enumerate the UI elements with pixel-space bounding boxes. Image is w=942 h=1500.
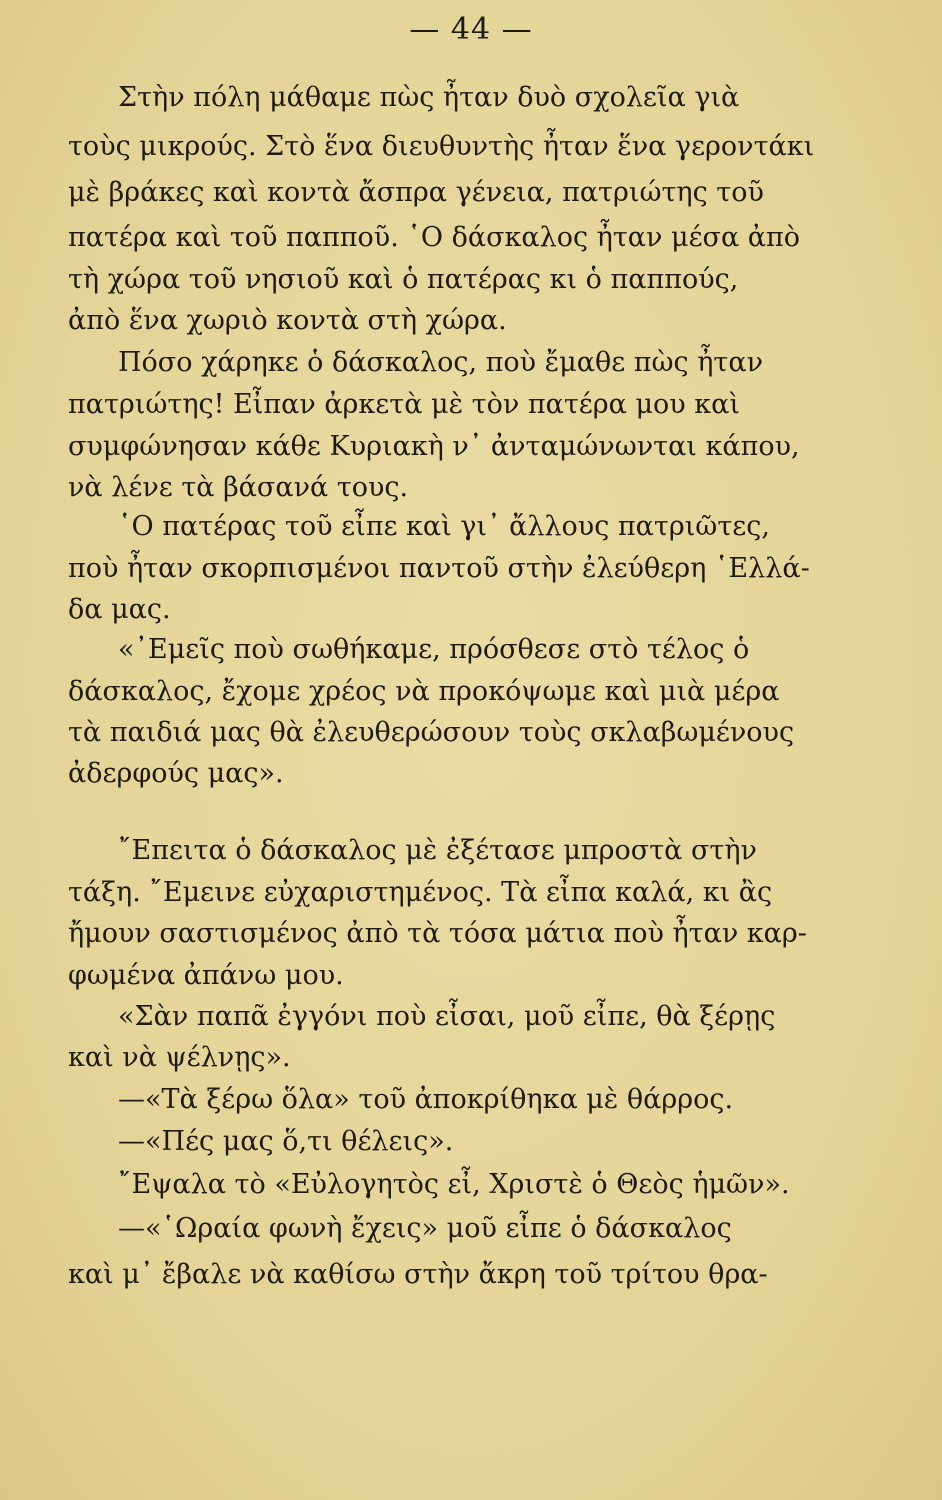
text-line: τὴ χώρα τοῦ νησιοῦ καὶ ὁ πατέρας κι ὁ παππούς, [68,264,739,295]
text-line: ἀδερφούς μας». [68,758,284,789]
text-line: ἀπὸ ἕνα χωριὸ κοντὰ στὴ χώρα. [68,305,507,336]
text-line: συμφώνησαν κάθε Κυριακὴ ν᾿ ἀνταμώνωνται κάπου, [68,431,800,462]
text-line: Στὴν πόλη μάθαμε πὼς ἦταν δυὸ σχολεῖα γιὰ [118,82,740,113]
text-line: «᾿Εμεῖς ποὺ σωθήκαμε, πρόσθεσε στὸ τέλος ὁ [118,634,750,665]
text-line: πατριώτης! Εἶπαν ἀρκετὰ μὲ τὸν πατέρα μου καὶ [68,389,740,420]
text-line: —«Τὰ ξέρω ὅλα» τοῦ ἀποκρίθηκα μὲ θάρρος. [118,1084,734,1115]
text-line: —«῾Ωραία φωνὴ ἔχεις» μοῦ εἶπε ὁ δάσκαλος [118,1213,732,1244]
text-line: Πόσο χάρηκε ὁ δάσκαλος, ποὺ ἔμαθε πὼς ἦταν [118,347,763,378]
text-line: δα μας. [68,594,171,625]
text-line: καὶ μ᾿ ἔβαλε νὰ καθίσω στὴν ἄκρη τοῦ τρίτου θρα- [68,1259,768,1290]
text-line: πατέρα καὶ τοῦ παπποῦ. ῾Ο δάσκαλος ἦταν μέσα ἀπὸ [68,222,801,253]
text-line: τάξη. ῎Εμεινε εὐχαριστημένος. Τὰ εἶπα καλά, κι ἂς [68,877,773,908]
page-number: — 44 — [409,12,533,47]
text-line: καὶ νὰ ψέλνῃς». [68,1042,291,1073]
text-line: φωμένα ἀπάνω μου. [68,960,344,991]
text-line: —«Πές μας ὅ,τι θέλεις». [118,1126,454,1157]
text-line: ῾Ο πατέρας τοῦ εἶπε καὶ γι᾿ ἄλλους πατριῶτες, [118,511,770,542]
text-line: τὰ παιδιά μας θὰ ἐλευθερώσουν τοὺς σκλαβωμένους [68,717,795,748]
text-line: ῎Εψαλα τὸ «Εὐλογητὸς εἶ, Χριστὲ ὁ Θεὸς ἡμῶν». [118,1169,790,1200]
text-line: μὲ βράκες καὶ κοντὰ ἄσπρα γένεια, πατριώτης τοῦ [68,177,764,208]
text-line: ποὺ ἦταν σκορπισμένοι παντοῦ στὴν ἐλεύθερη ῾Ελλά- [68,553,810,584]
text-line: δάσκαλος, ἔχομε χρέος νὰ προκόψωμε καὶ μιὰ μέρα [68,676,780,707]
text-line: «Σὰν παπᾶ ἐγγόνι ποὺ εἶσαι, μοῦ εἶπε, θὰ ξέρῃς [118,1001,776,1032]
text-line: ἤμουν σαστισμένος ἀπὸ τὰ τόσα μάτια ποὺ ἦταν καρ- [68,918,807,949]
text-line: τοὺς μικρούς. Στὸ ἕνα διευθυντὴς ἦταν ἕνα γεροντάκι [68,131,815,162]
text-line: νὰ λένε τὰ βάσανά τους. [68,472,409,503]
text-line: ῎Επειτα ὁ δάσκαλος μὲ ἐξέτασε μπροστὰ στὴν [118,835,757,866]
